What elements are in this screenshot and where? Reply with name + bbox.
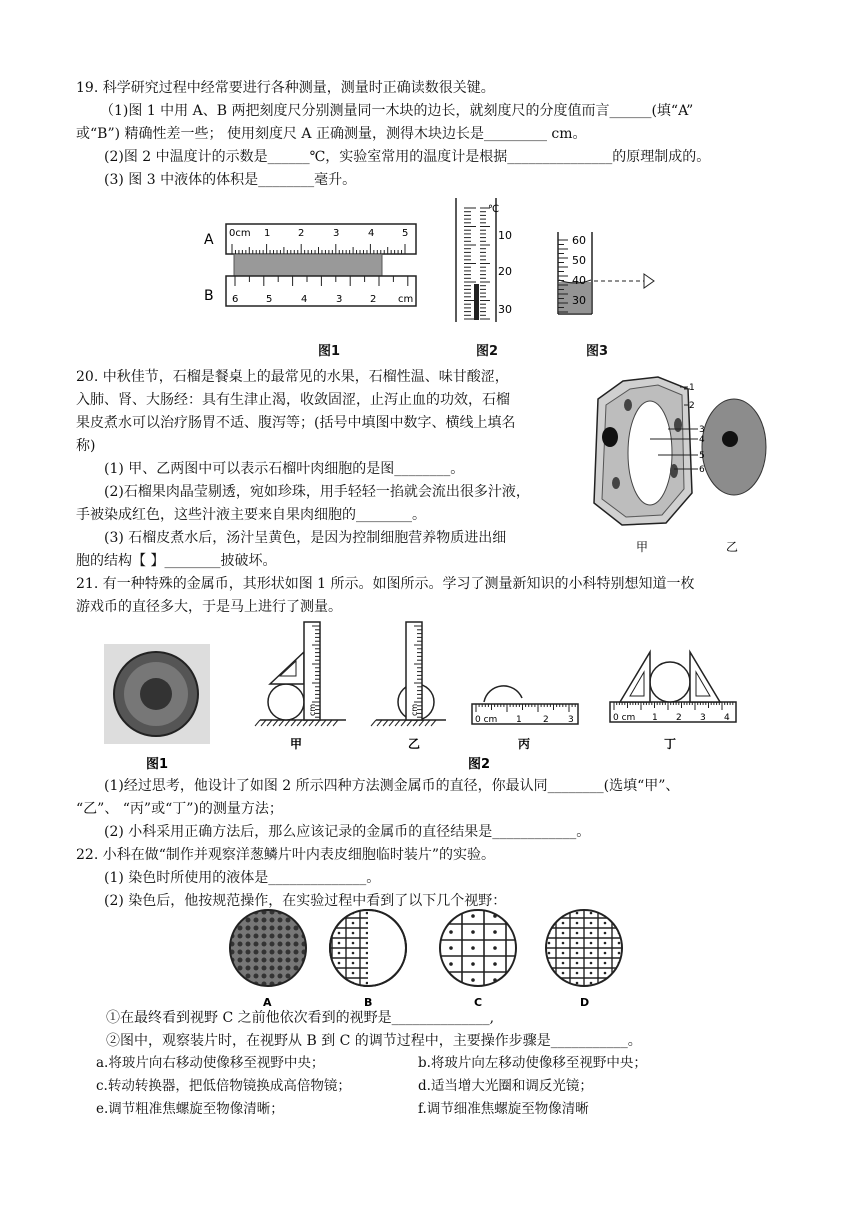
cell-num-1: 1 — [689, 383, 695, 393]
ruler-a-label: A — [204, 232, 214, 248]
option-a: a.将玻片向右移动使像移至视野中央； — [96, 1055, 325, 1071]
q19-line-5: (3) 图 3 中液体的体积是________毫升。 — [104, 172, 357, 188]
ruler-b-unit: cm — [398, 294, 414, 305]
q21-line-3: (1)经过思考，他设计了如图 2 所示四种方法测金属币的直径，你最认同________(选填“甲”、 — [104, 778, 680, 794]
thermometer-20: 20 — [498, 265, 512, 278]
q19-line-1: 19. 科学研究过程中经常要进行各种测量，测量时正确读数很关键。 — [76, 80, 495, 96]
cylinder-50: 50 — [572, 254, 586, 267]
bing-0: 0 cm — [475, 715, 498, 725]
ruler-b-5: 5 — [266, 294, 273, 305]
option-c: c.转动转换器，把低倍物镜换成高倍物镜； — [96, 1078, 351, 1094]
ruler-b-6: 6 — [232, 294, 239, 305]
q20-line-8: (3) 石榴皮煮水后，汤汁呈黄色，是因为控制细胞营养物质进出细 — [104, 530, 507, 546]
ding-1: 1 — [652, 713, 658, 723]
view-b — [330, 908, 368, 988]
cylinder-60: 60 — [572, 234, 586, 247]
ding-3: 3 — [700, 713, 706, 723]
label-bing: 丙 — [518, 737, 531, 751]
view-label-b: B — [364, 996, 373, 1009]
ruler-a-3: 3 — [333, 228, 340, 239]
ruler-a-1: 1 — [264, 228, 271, 239]
q20-line-4: 称) — [76, 438, 96, 454]
q22-line-3: (2) 染色后，他按规范操作，在实验过程中看到了以下几个视野： — [104, 893, 507, 909]
q20-line-9: 胞的结构【 】________披破坏。 — [76, 553, 277, 569]
thermometer-10: 10 — [498, 229, 512, 242]
ruler-b-4: 4 — [301, 294, 308, 305]
yi-cm: cm — [410, 703, 419, 716]
ding-0: 0 cm — [613, 713, 636, 723]
method-yi — [371, 622, 446, 726]
q20-line-1: 20. 中秋佳节，石榴是餐桌上的最常见的水果，石榴性温、味甘酸涩， — [76, 369, 509, 385]
q20-line-7: 手被染成红色，这些汁液主要来自果肉细胞的________。 — [76, 507, 426, 523]
ruler-b-2: 2 — [370, 294, 377, 305]
option-d: d.适当增大光圈和调反光镜； — [418, 1078, 593, 1094]
jia-cm: cm — [308, 703, 317, 716]
label-ding: 丁 — [664, 737, 677, 751]
ruler-b-label: B — [204, 288, 214, 304]
label-jia: 甲 — [290, 737, 303, 751]
label-yi: 乙 — [408, 737, 421, 751]
method-ding — [610, 652, 736, 723]
thermometer-30: 30 — [498, 303, 512, 316]
q20-line-6: (2)石榴果肉晶莹剔透，宛如珍珠，用手轻轻一掐就会流出很多汁液， — [104, 484, 530, 500]
figure-microscope-views — [220, 908, 640, 1014]
option-e: e.调节粗准焦螺旋至物像清晰； — [96, 1101, 284, 1117]
figure-3-caption: 图3 — [586, 344, 609, 359]
coin-fig-2-caption: 图2 — [468, 757, 491, 772]
cell-num-2: 2 — [689, 401, 695, 411]
figure-2-caption: 图2 — [476, 344, 499, 359]
q20-line-2: 入肺、肾、大肠经：具有生津止渴，收敛固涩，止泻止血的功效，石榴 — [76, 392, 510, 408]
cylinder-30: 30 — [572, 294, 586, 307]
q21-line-2: 游戏币的直径多大，于是马上进行了测量。 — [76, 599, 342, 615]
cell-num-6: 6 — [699, 465, 705, 475]
q19-line-4: (2)图 2 中温度计的示数是______℃，实验室常用的温度计是根据_______________的原理制成的。 — [104, 149, 711, 165]
q20-line-5: (1) 甲、乙两图中可以表示石榴叶肉细胞的是图________。 — [104, 461, 465, 477]
option-b: b.将玻片向左移动使像移至视野中央； — [418, 1055, 647, 1071]
ruler-a-4: 4 — [368, 228, 375, 239]
cell-label-yi: 乙 — [726, 540, 739, 554]
ding-4: 4 — [724, 713, 730, 723]
view-label-a: A — [263, 996, 272, 1009]
cell-num-4: 4 — [699, 435, 705, 445]
figure-1-caption: 图1 — [318, 344, 341, 359]
cell-num-5: 5 — [699, 451, 705, 461]
q19-line-3: 或“B”) 精确性差一些； 使用刻度尺 A 正确测量，测得木块边长是_________ cm。 — [76, 126, 587, 142]
q21-line-5: (2) 小科采用正确方法后，那么应该记录的金属币的直径结果是____________。 — [104, 824, 591, 840]
view-c — [440, 910, 516, 986]
method-bing — [472, 686, 578, 725]
q21-line-1: 21. 有一种特殊的金属币，其形状如图 1 所示。如图所示。学习了测量新知识的小科特别想知道一枚 — [76, 576, 695, 592]
view-d — [546, 910, 622, 986]
figure-2-thermometer — [450, 194, 520, 324]
bing-2: 2 — [543, 715, 549, 725]
ruler-a-5: 5 — [402, 228, 409, 239]
q19-line-2: （1)图 1 中用 A、B 两把刻度尺分别测量同一木块的边长，就刻度尺的分度值而言______(填“A” — [100, 103, 694, 119]
q22-line-5: ②图中，观察装片时，在视野从 B 到 C 的调节过程中，主要操作步骤是___________。 — [106, 1033, 642, 1049]
q22-line-2: (1) 染色时所使用的液体是______________。 — [104, 870, 381, 886]
cell-num-3: 3 — [699, 425, 705, 435]
coin-fig-1-caption: 图1 — [146, 757, 169, 772]
ruler-a-0: 0cm — [229, 228, 251, 239]
method-jia — [255, 622, 346, 726]
q21-line-4: “乙”、 “丙”或“丁”)的测量方法； — [76, 801, 283, 817]
bing-3: 3 — [568, 715, 574, 725]
cell-label-jia: 甲 — [636, 540, 649, 554]
figure-3-cylinder — [552, 228, 662, 318]
figure-cells — [588, 375, 788, 555]
ruler-b-3: 3 — [336, 294, 343, 305]
cylinder-40: 40 — [572, 274, 586, 287]
ding-2: 2 — [676, 713, 682, 723]
ruler-a-2: 2 — [298, 228, 305, 239]
option-f: f.调节细准焦螺旋至物像清晰 — [418, 1101, 589, 1117]
q20-line-3: 果皮煮水可以治疗肠胃不适、腹泻等；(括号中填图中数字、横线上填名 — [76, 415, 516, 431]
q22-line-1: 22. 小科在做“制作并观察洋葱鳞片叶内表皮细胞临时装片”的实验。 — [76, 847, 496, 863]
q22-line-4: ①在最终看到视野 C 之前他依次看到的视野是______________, — [106, 1010, 495, 1026]
view-label-d: D — [580, 996, 590, 1009]
figure-coin-measure — [96, 612, 756, 772]
figure-1-rulers — [198, 212, 428, 317]
thermometer-unit: ℃ — [488, 204, 500, 215]
bing-1: 1 — [516, 715, 522, 725]
view-label-c: C — [474, 996, 483, 1009]
view-a — [230, 910, 306, 986]
